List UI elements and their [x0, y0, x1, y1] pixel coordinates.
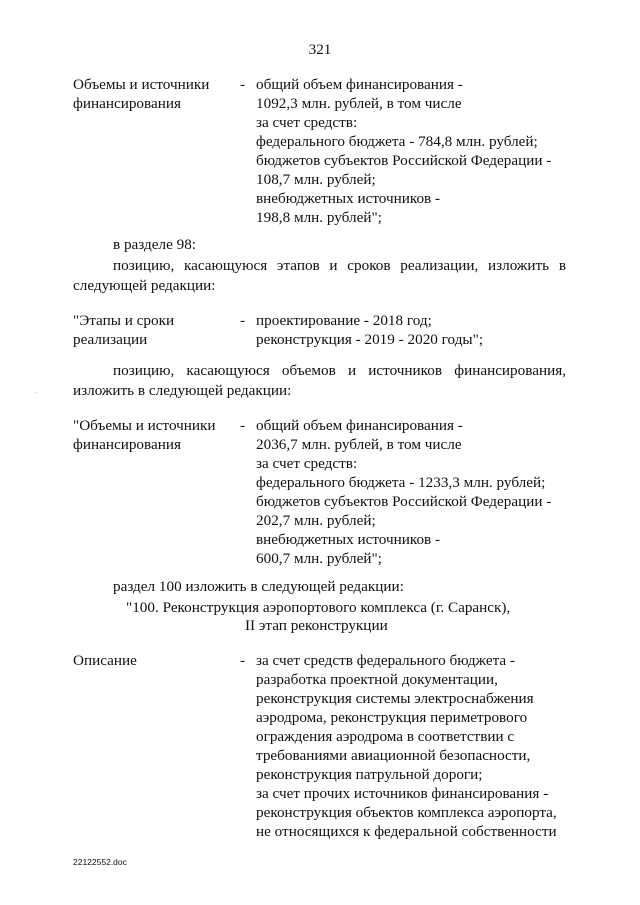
section-98-intro: в разделе 98: — [113, 236, 197, 253]
section-98-paragraph-1-line-2: следующей редакции: — [73, 277, 216, 294]
description-block-label: Описание — [73, 652, 137, 669]
stages-block-value: проектирование - 2018 год; реконструкция - 2019 - 2020 годы"; — [256, 312, 484, 348]
funding-block-1-dash: - — [240, 76, 246, 93]
funding-block-1-label: Объемы и источники финансирования — [73, 76, 210, 112]
description-block-dash: - — [240, 652, 246, 669]
section-100-title-line-1: "100. Реконструкция аэропортового комплекса (г. Саранск), — [126, 599, 511, 616]
section-98-paragraph-2-line-2: изложить в следующей редакции: — [73, 382, 292, 399]
margin-mark — [36, 392, 37, 393]
section-100-intro: раздел 100 изложить в следующей редакции: — [113, 578, 404, 595]
stages-block-dash: - — [240, 312, 246, 329]
section-98-paragraph-2-line-1: позицию, касающуюся объемов и источников финансирования, — [113, 362, 566, 379]
page-number: 321 — [308, 41, 332, 58]
stages-block-label: "Этапы и сроки реализации — [73, 312, 175, 348]
section-100-title-line-2: II этап реконструкции — [245, 617, 388, 634]
description-block-value: за счет средств федерального бюджета - разработка проектной документации, реконструкция системы электроснабжения аэродрома, реконструкция периметрового ограждения аэродрома в соответствии с требованиями авиационной безопасности, реконструкция патрульной дороги; за счет прочих источников финансирования - реконструкция объектов комплекса аэропорта, не относящихся к федеральной собственности — [256, 652, 557, 840]
funding-block-2-dash: - — [240, 417, 246, 434]
section-98-paragraph-1-line-1: позицию, касающуюся этапов и сроков реализации, изложить в — [113, 257, 566, 274]
funding-block-2-label: "Объемы и источники финансирования — [73, 417, 216, 453]
funding-block-1-value: общий объем финансирования - 1092,3 млн. рублей, в том числе за счет средств: федерального бюджета - 784,8 млн. рублей; бюджетов субъектов Российской Федерации - 108,7 млн. рублей; внебюджетных источников - 198,8 млн. рублей"; — [256, 76, 552, 226]
funding-block-2-value: общий объем финансирования - 2036,7 млн. рублей, в том числе за счет средств: федерального бюджета - 1233,3 млн. рублей; бюджетов субъектов Российской Федерации - 202,7 млн. рублей; внебюджетных источников - 600,7 млн. рублей"; — [256, 417, 552, 567]
document-filename: 22122552.doc — [73, 857, 127, 867]
